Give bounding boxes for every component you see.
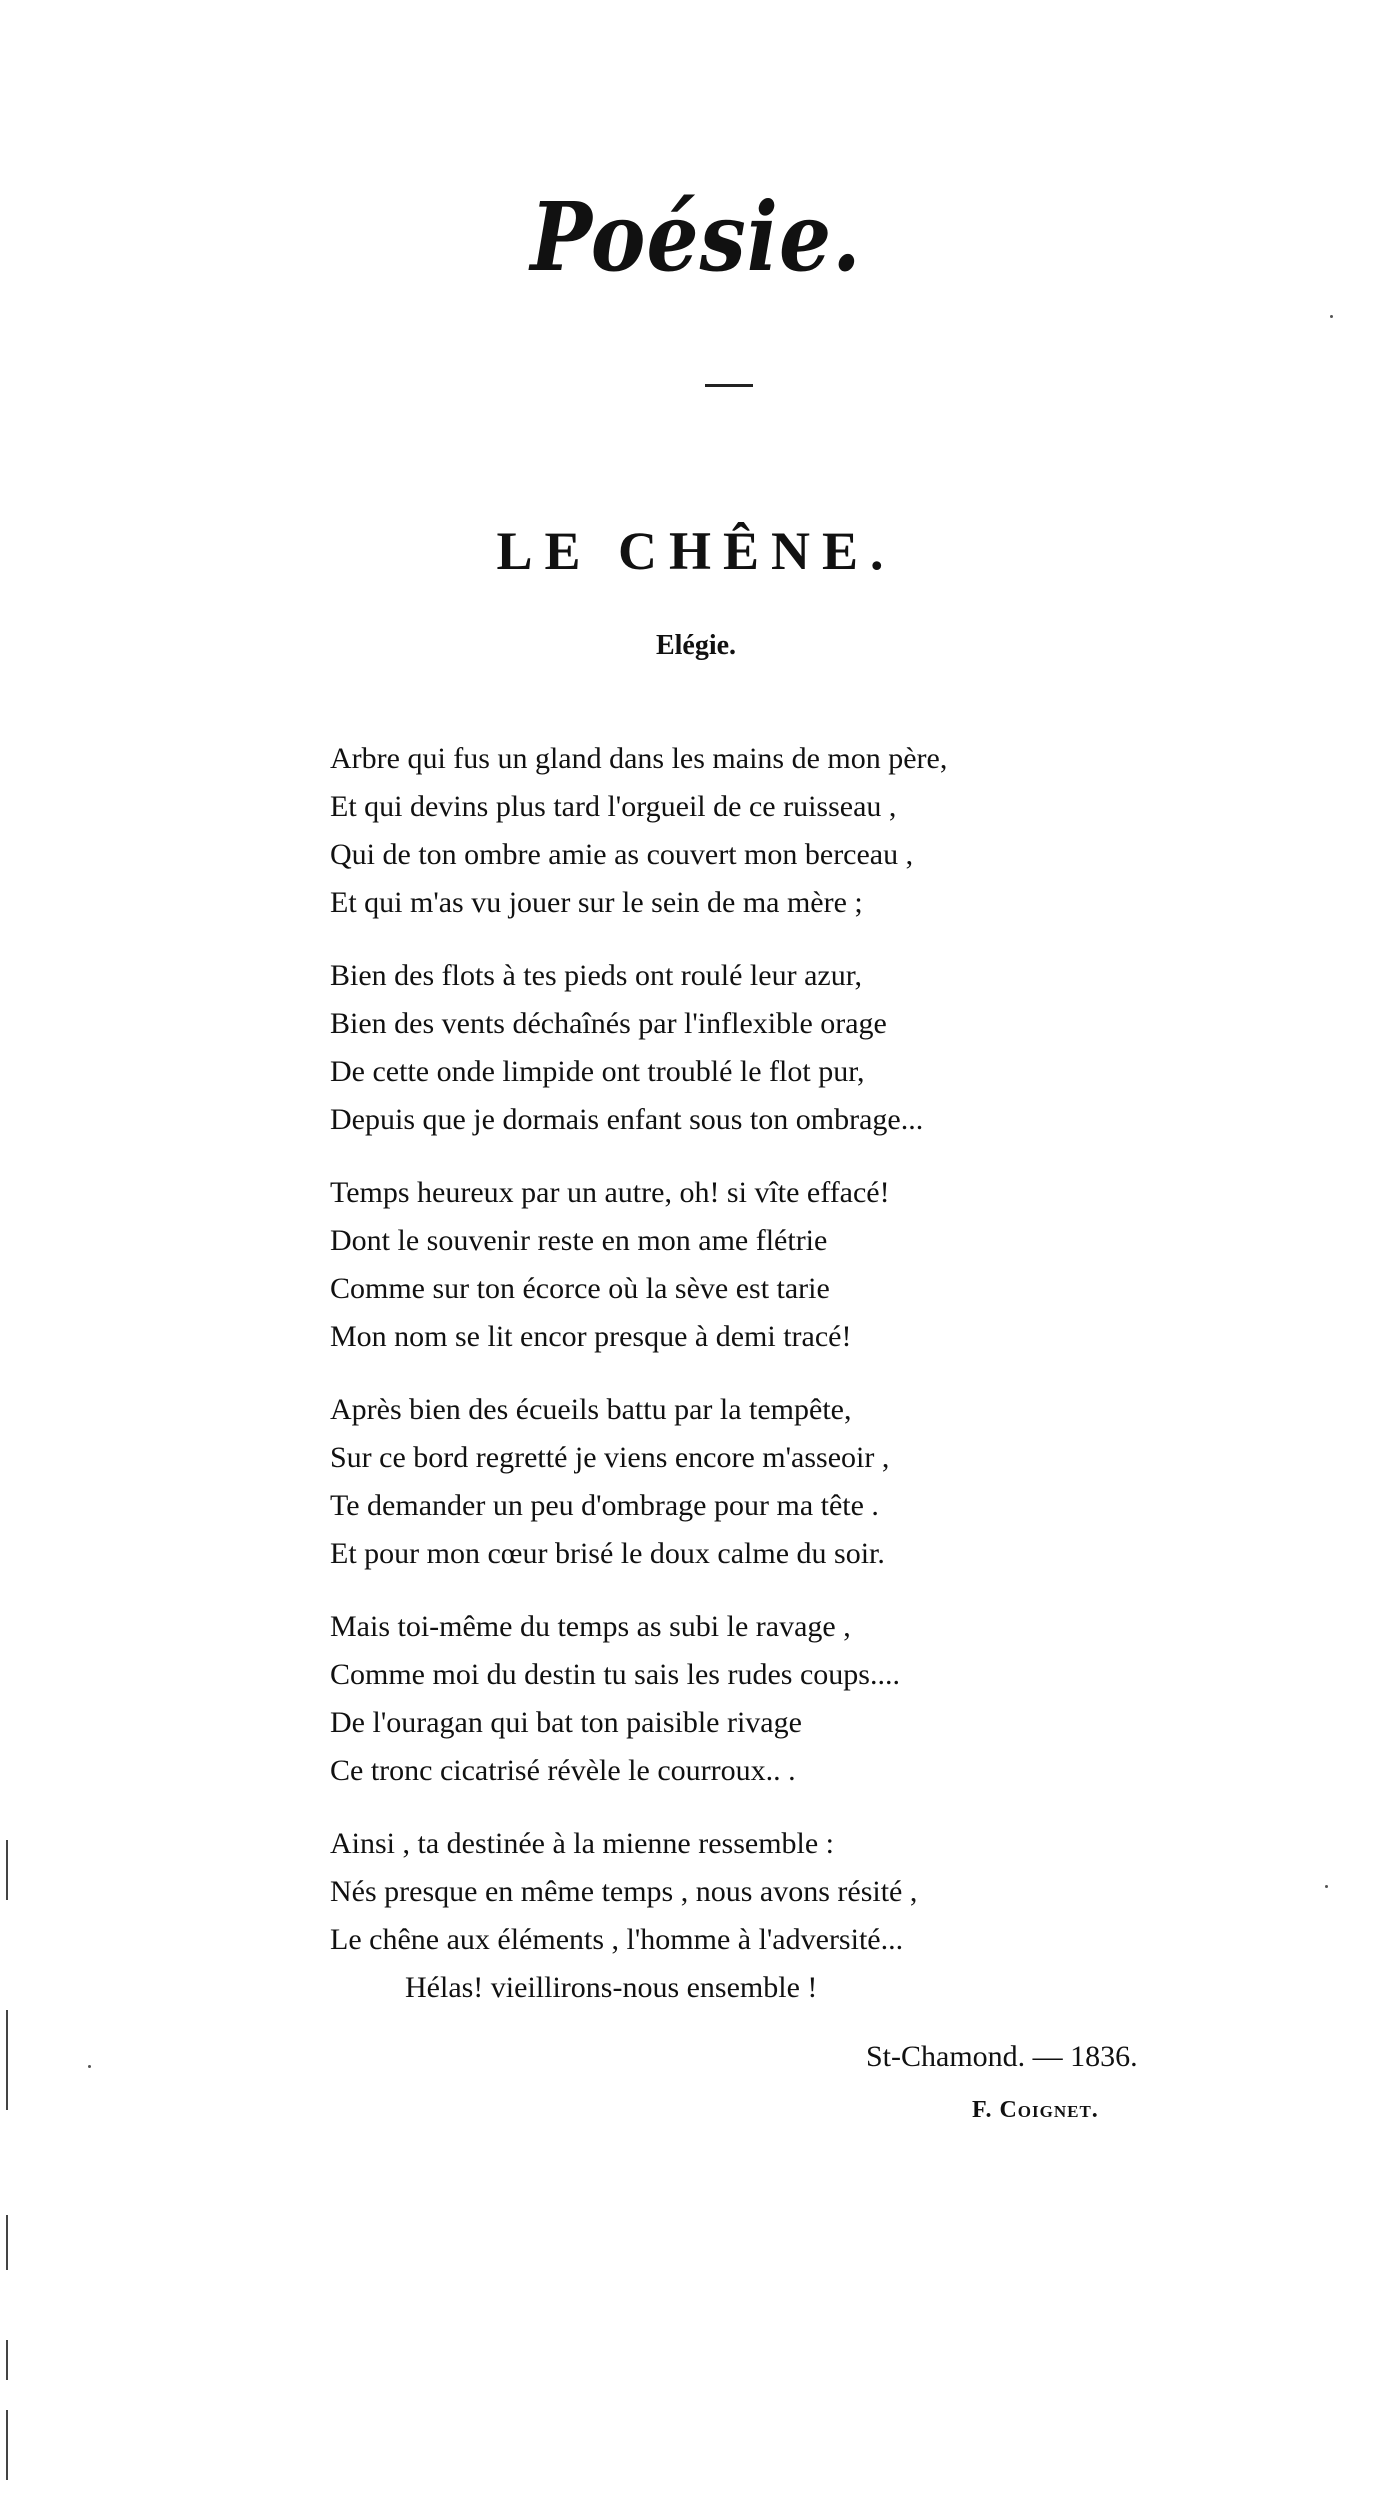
stanza-4 (330, 1386, 1210, 1578)
verse-line: Nés presque en même temps , nous avons résité , (330, 1875, 918, 1908)
verse-line: De l'ouragan qui bat ton paisible rivage (330, 1706, 802, 1739)
scan-edge-mark (6, 2215, 8, 2270)
author-signature: F. Coignet. (972, 2097, 1099, 2123)
scan-edge-mark (6, 2410, 8, 2480)
scan-speck (1330, 315, 1333, 318)
verse-line: Comme moi du destin tu sais les rudes coups.... (330, 1658, 900, 1691)
scan-edge-mark (6, 2340, 8, 2380)
section-heading: Poésie. (530, 182, 862, 294)
poem-title: LE CHÊNE. (496, 521, 896, 581)
stanza-3 (330, 1169, 1210, 1361)
verse-line: Dont le souvenir reste en mon ame flétrie (330, 1224, 828, 1257)
verse-line: Mais toi-même du temps as subi le ravage , (330, 1610, 851, 1643)
verse-line: Depuis que je dormais enfant sous ton ombrage... (330, 1103, 924, 1136)
scan-edge-mark (6, 1840, 8, 1900)
verse-line: Le chêne aux éléments , l'homme à l'adversité... (330, 1923, 904, 1956)
place-date: St-Chamond. — 1836. (866, 2040, 1138, 2073)
verse-line: Qui de ton ombre amie as couvert mon berceau , (330, 838, 914, 871)
verse-line: Hélas! vieillirons-nous ensemble ! (405, 1971, 818, 2004)
verse-line: Ce tronc cicatrisé révèle le courroux.. . (330, 1754, 796, 1787)
verse-line: Arbre qui fus un gland dans les mains de mon père, (330, 742, 948, 775)
verse-line: Et pour mon cœur brisé le doux calme du soir. (330, 1537, 885, 1570)
verse-line: De cette onde limpide ont troublé le flot pur, (330, 1055, 865, 1088)
poem-body (330, 735, 1210, 2037)
stanza-5 (330, 1603, 1210, 1795)
scan-speck (88, 2065, 91, 2068)
poem-subtitle: Elégie. (655, 630, 737, 661)
verse-line: Après bien des écueils battu par la tempête, (330, 1393, 852, 1426)
verse-line: Mon nom se lit encor presque à demi tracé! (330, 1320, 852, 1353)
verse-line: Comme sur ton écorce où la sève est tarie (330, 1272, 830, 1305)
scan-edge-mark (6, 2010, 8, 2110)
verse-line: Bien des vents déchaînés par l'inflexible orage (330, 1007, 887, 1040)
verse-line: Te demander un peu d'ombrage pour ma tête . (330, 1489, 879, 1522)
stanza-1 (330, 735, 1210, 927)
heading-rule (705, 384, 753, 387)
scan-speck (1325, 1885, 1328, 1888)
verse-line: Bien des flots à tes pieds ont roulé leur azur, (330, 959, 862, 992)
verse-line: Et qui devins plus tard l'orgueil de ce ruisseau , (330, 790, 897, 823)
verse-line: Ainsi , ta destinée à la mienne ressemble : (330, 1827, 835, 1860)
verse-line: Temps heureux par un autre, oh! si vîte effacé! (330, 1176, 890, 1209)
stanza-6 (330, 1820, 1210, 2012)
verse-line: Et qui m'as vu jouer sur le sein de ma mère ; (330, 886, 863, 919)
stanza-2 (330, 952, 1210, 1144)
verse-line: Sur ce bord regretté je viens encore m'asseoir , (330, 1441, 890, 1474)
